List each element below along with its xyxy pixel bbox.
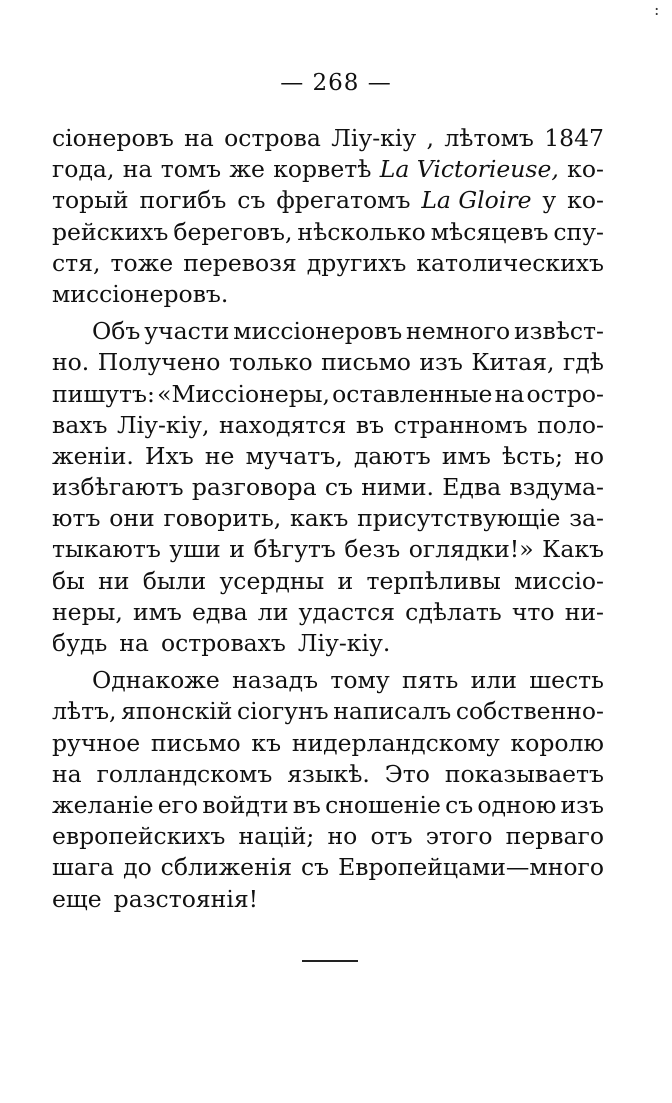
word: бы (52, 566, 85, 595)
word: но (327, 822, 358, 851)
text-line (52, 852, 604, 883)
end-rule (302, 960, 358, 962)
word: неры, (52, 597, 123, 626)
word: же (229, 155, 265, 184)
word: томъ (160, 155, 222, 184)
paragraph (52, 123, 604, 310)
word: островахъ (160, 629, 286, 657)
word: Это (384, 759, 430, 788)
word: но (574, 441, 604, 470)
page-number: — 268 — (280, 70, 392, 96)
word: имъ (441, 441, 491, 470)
word: миссіонеровъ. (52, 279, 229, 308)
word: и (337, 566, 354, 595)
word: находятся (218, 410, 347, 439)
word: языкѣ. (287, 759, 370, 788)
text-line (52, 534, 604, 565)
word: присутствующіе (357, 504, 561, 533)
word: изъ (560, 790, 604, 819)
word: ко- (567, 155, 604, 184)
word: миссіонеровъ (233, 317, 403, 346)
word: ни- (564, 597, 604, 626)
word: миссіо- (514, 566, 604, 595)
word: еще (52, 884, 102, 913)
word: удастся (298, 597, 396, 626)
text-line (52, 410, 604, 441)
text-line (52, 248, 604, 279)
word: Европейцами—много (338, 853, 604, 882)
word: вздума- (509, 473, 604, 502)
word: съ (324, 473, 353, 502)
word: но. (52, 348, 90, 377)
word: назадъ (232, 666, 319, 695)
word: едва (192, 597, 248, 626)
text-line (52, 472, 604, 503)
word: извѣст- (514, 317, 604, 346)
word: бѣгутъ (253, 535, 336, 564)
word: одною (477, 790, 557, 819)
text-line (52, 185, 604, 216)
word: только (228, 348, 313, 377)
word: ко- (567, 186, 604, 215)
word: пишутъ: (52, 379, 155, 408)
word: избѣгаютъ (52, 473, 184, 502)
text-line (52, 884, 604, 915)
word: европейскихъ (52, 822, 226, 851)
word: «Миссіонеры, (157, 379, 330, 408)
word: шесть (529, 666, 604, 695)
text-line (52, 123, 604, 154)
word: ли (257, 597, 289, 626)
word: съ (301, 853, 330, 882)
text-line (52, 217, 604, 248)
word: даютъ (353, 441, 431, 470)
word: нѣсколько (297, 217, 426, 246)
word: мучатъ, (245, 441, 343, 470)
word: и (229, 535, 245, 564)
word: съ (445, 790, 474, 819)
word: береговъ, (173, 217, 293, 246)
word: Ліу-кіу, (117, 410, 210, 439)
word: ѣсть; (501, 441, 563, 470)
text-line (52, 597, 604, 628)
word: нидерландскому (291, 728, 500, 757)
text-line (52, 154, 604, 185)
word: ни (98, 566, 130, 595)
word: Ліу-кіу. (297, 629, 391, 657)
word: изъ (419, 348, 463, 377)
body-text (52, 123, 604, 915)
word: письмо (150, 728, 241, 757)
word: сближенія (160, 853, 293, 882)
text-line (52, 665, 604, 696)
word: сдѣлать (405, 597, 502, 626)
word: другихъ (306, 248, 407, 277)
word: шага (52, 853, 115, 882)
word: японскій (121, 697, 233, 726)
corner-mark: : (654, 0, 660, 19)
word: на (494, 379, 525, 408)
text-line (52, 821, 604, 852)
paragraph (52, 665, 604, 915)
word: гдѣ (562, 348, 604, 377)
word: говорить, (163, 504, 282, 533)
word: ними. (361, 473, 434, 502)
word: тоже (110, 248, 174, 277)
word: усердны (219, 566, 325, 595)
word: мѣсяцевъ (430, 217, 549, 246)
word: съ (237, 186, 266, 215)
text-line (52, 441, 604, 472)
word: разстоянія! (113, 884, 259, 913)
word: тому (330, 666, 390, 695)
word: на (122, 155, 153, 184)
word: Какъ (542, 535, 604, 564)
word: перваго (505, 822, 604, 851)
word: у (542, 186, 557, 215)
text-line (52, 566, 604, 597)
word: письмо (321, 348, 411, 377)
text-line (52, 503, 604, 534)
text-line (52, 347, 604, 378)
word: La Gloire (421, 186, 532, 215)
word: рейскихъ (52, 217, 169, 246)
word: уши (169, 535, 221, 564)
word: Объ (92, 317, 141, 346)
word: ручное (52, 728, 141, 757)
word: Получено (97, 348, 221, 377)
word: до (123, 853, 152, 882)
word: въ (355, 410, 385, 439)
word: его (157, 790, 199, 819)
word: они (109, 504, 155, 533)
text-line (52, 759, 604, 790)
text-line (52, 279, 604, 310)
word: поло- (537, 410, 604, 439)
word: перевозя (183, 248, 297, 277)
word: разговора (191, 473, 317, 502)
word: острова (224, 124, 321, 152)
word: Однакоже (92, 666, 220, 695)
paragraph (52, 316, 604, 659)
word: или (470, 666, 517, 695)
word: сіонеровъ (52, 124, 174, 152)
word: голландскомъ (96, 759, 273, 788)
word: , (426, 124, 435, 152)
word: націй; (238, 822, 315, 851)
word: показываетъ (444, 759, 604, 788)
word: странномъ (393, 410, 528, 439)
word: Едва (442, 473, 502, 502)
word: въ (292, 790, 321, 819)
word: фрегатомъ (276, 186, 411, 215)
text-line (52, 790, 604, 821)
word: что (511, 597, 555, 626)
word: тыкаютъ (52, 535, 161, 564)
word: женіи. (52, 441, 134, 470)
word: лѣтъ, (52, 697, 117, 726)
word: не (204, 441, 235, 470)
word: погибъ (139, 186, 227, 215)
word: оставленные (332, 379, 493, 408)
word: немного (406, 317, 511, 346)
text-line (52, 696, 604, 727)
word: королю (510, 728, 604, 757)
text-line (52, 728, 604, 759)
word: войдти (202, 790, 289, 819)
word: за- (569, 504, 604, 533)
word: терпѣливы (366, 566, 501, 595)
word: ютъ (52, 504, 101, 533)
word: Китая, (471, 348, 555, 377)
word: будь (52, 629, 108, 657)
word: торый (52, 186, 129, 215)
text-line (52, 379, 604, 410)
word: католическихъ (416, 248, 604, 277)
word: Ліу-кіу (331, 124, 417, 152)
word: были (142, 566, 207, 595)
word: этого (425, 822, 493, 851)
word: сіогунъ (237, 697, 329, 726)
word: года, (52, 155, 115, 184)
word: Ихъ (145, 441, 194, 470)
word: написалъ (333, 697, 452, 726)
word: какъ (290, 504, 349, 533)
word: пять (402, 666, 459, 695)
word: спу- (553, 217, 604, 246)
word: имъ (132, 597, 182, 626)
word: на (52, 759, 82, 788)
word: 1847 (544, 124, 604, 152)
word: участи (144, 317, 230, 346)
word: къ (251, 728, 282, 757)
word: остро- (526, 379, 604, 408)
word: собственно- (455, 697, 604, 726)
word: лѣтомъ (444, 124, 534, 152)
word: на (119, 629, 149, 657)
text-line (52, 316, 604, 347)
word: безъ (344, 535, 401, 564)
word: La Victorieuse, (379, 155, 559, 184)
text-line (52, 628, 604, 659)
word: стя, (52, 248, 101, 277)
word: желаніе (52, 790, 154, 819)
word: на (184, 124, 214, 152)
word: оглядки!» (408, 535, 534, 564)
word: корветѣ (273, 155, 372, 184)
word: вахъ (52, 410, 108, 439)
word: сношеніе (325, 790, 441, 819)
word: отъ (370, 822, 413, 851)
